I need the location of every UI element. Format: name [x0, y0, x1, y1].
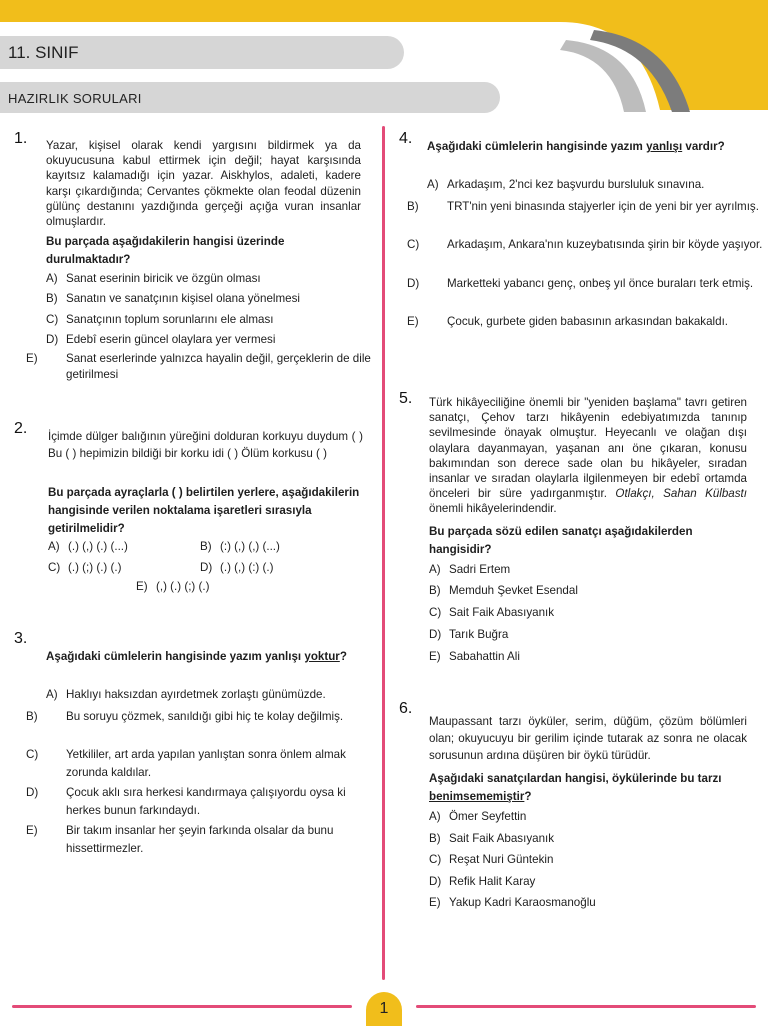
question-2-option-c[interactable]: [48, 559, 121, 577]
prompt-end: ?: [339, 650, 347, 663]
question-6-option-d[interactable]: [429, 873, 535, 891]
option-letter: E): [407, 315, 419, 328]
question-6-number: 6.: [399, 700, 413, 717]
question-6-option-c[interactable]: [429, 851, 553, 869]
option-text: Sanatın ve sanatçının kişisel olana yönelmesi: [66, 292, 300, 305]
question-5-prompt: Bu parçada sözü edilen sanatçı aşağıdakilerden hangisidir?: [429, 525, 693, 556]
option-text: Arkadaşım, Ankara'nın kuzeybatısında şirin bir köyde yaşıyor.: [447, 238, 763, 251]
grade-pill: [0, 36, 404, 69]
option-text: Sait Faik Abasıyanık: [449, 606, 555, 619]
option-text: Marketteki yabancı genç, onbeş yıl önce buraları terk etmiş.: [447, 277, 754, 290]
option-text: Ömer Seyfettin: [449, 810, 527, 823]
question-6-stem: Maupassant tarzı öyküler, serim, düğüm, çözüm bölümleri olan; okuyucuyu bir gerilim içinde tutarak az sonra ne olacak sorusunun ardına düşüren bir öykü türüdür.: [429, 715, 747, 762]
prompt-text: Aşağıdaki sanatçılardan hangisi, öykülerinde bu tarzı: [429, 772, 722, 785]
option-text: Bu soruyu çözmek, sanıldığı gibi hiç te kolay değilmiş.: [66, 710, 344, 723]
question-6-prompt: [429, 770, 747, 806]
option-letter: E): [136, 580, 148, 593]
question-1-stem: Yazar, kişisel olarak kendi yargısını bildirmek ya da okuyucusuna kabul ettirmek için değil; hayat karşısında kayıtsız kalamadığı için yazar. Aiskhylos, adaleti, kadere karşı çıkardığında; Cervantes çökmekte olan feodal düzenin gülünç destanını yazdığında gerçeği açığa vuran insanlar olmuşlardır.: [46, 139, 361, 229]
question-4-option-d[interactable]: [407, 275, 765, 293]
question-4-number: 4.: [399, 130, 413, 147]
option-text: Yetkililer, art arda yapılan yanlıştan sonra önlem almak zorunda kaldılar.: [66, 748, 346, 779]
option-text: (,) (.) (;) (.): [156, 580, 210, 593]
question-6-option-b[interactable]: [429, 830, 554, 848]
question-5-option-a[interactable]: [429, 561, 510, 579]
option-text: (:) (,) (,) (...): [220, 540, 280, 553]
option-letter: D): [26, 786, 39, 799]
section-label: HAZIRLIK SORULARI: [8, 91, 142, 106]
option-text: Çocuk aklı sıra herkesi kandırmaya çalışıyordu oysa ki herkes bunun farkındaydı.: [66, 786, 346, 817]
option-letter: B): [46, 292, 58, 305]
option-letter: C): [429, 853, 442, 866]
question-4-prompt: [427, 138, 745, 156]
column-divider: [382, 126, 385, 980]
option-letter: B): [407, 200, 419, 213]
option-text: Sanatçının toplum sorunlarını ele alması: [66, 313, 274, 326]
option-text: Yakup Kadri Karaosmanoğlu: [449, 896, 596, 909]
option-letter: B): [26, 710, 38, 723]
question-3-number: 3.: [14, 630, 28, 647]
option-letter: A): [48, 540, 60, 553]
option-text: Sadri Ertem: [449, 563, 511, 576]
question-3-option-a[interactable]: [46, 686, 366, 704]
option-letter: B): [429, 832, 441, 845]
stem-text: Türk hikâyeciliğine önemli bir "yeniden başlama" tavrı getiren sanatçı, Çehov tarzı hikâyenin edebiyatımızda tanınıp sevilmesinde önayak olmuştur. Heyecanlı ve olağan dışı olaylara dayanmayan, yaşanan anı öne çıkaran, konusu bakımından son derece sade olan bu hikâyeler, sıradan insanlar ve sıradan olaylarla ilgilenmeyen bir edebî ortamda önceleri bir süre yadırganmıştır.: [429, 396, 747, 501]
option-text: (.) (,) (:) (.): [220, 561, 274, 574]
question-4-option-e[interactable]: [407, 313, 765, 331]
option-letter: E): [26, 824, 38, 837]
question-5-option-c[interactable]: [429, 604, 554, 622]
option-text: Bir takım insanlar her şeyin farkında olsalar da bunu hissettirmezler.: [66, 824, 334, 855]
option-letter: C): [48, 561, 61, 574]
option-letter: A): [427, 178, 439, 191]
prompt-underlined: yoktur: [304, 650, 340, 663]
option-text: Tarık Buğra: [449, 628, 509, 641]
option-text: Memduh Şevket Esendal: [449, 584, 578, 597]
option-text: Arkadaşım, 2'nci kez başvurdu bursluluk sınavına.: [447, 178, 705, 191]
option-letter: A): [46, 688, 58, 701]
option-text: Sanat eserlerinde yalnızca hayalin değil, gerçeklerin de dile getirilmesi: [66, 352, 371, 381]
option-letter: D): [429, 875, 442, 888]
question-3-option-e[interactable]: [26, 822, 381, 858]
question-1-option-c[interactable]: [46, 311, 366, 329]
question-3-option-c[interactable]: [26, 746, 381, 782]
question-5-option-b[interactable]: [429, 582, 578, 600]
question-1-number: 1.: [14, 130, 28, 147]
question-2-prompt: Bu parçada ayraçlarla ( ) belirtilen yerlere, aşağıdakilerin hangisinde verilen noktalama işaretleri sırasıyla getirilmelidir?: [48, 486, 360, 535]
option-letter: B): [200, 540, 212, 553]
question-3-option-b[interactable]: [26, 708, 381, 726]
footer-line-left: [12, 1005, 352, 1008]
question-1-prompt: Bu parçada aşağıdakilerin hangisi üzerinde durulmaktadır?: [46, 235, 285, 266]
option-letter: D): [46, 333, 59, 346]
option-letter: C): [429, 606, 442, 619]
prompt-text: Aşağıdaki cümlelerin hangisinde yazım yanlışı: [46, 650, 305, 663]
stem-italic-titles: Otlakçı, Sahan Külbastı: [615, 487, 747, 501]
page-number: 1: [366, 992, 402, 1026]
section-pill: [0, 82, 500, 113]
prompt-text: Aşağıdaki cümlelerin hangisinde yazım: [427, 140, 647, 153]
option-letter: E): [26, 352, 38, 365]
question-6-option-e[interactable]: [429, 894, 596, 912]
question-5-option-e[interactable]: [429, 648, 520, 666]
option-letter: A): [46, 272, 58, 285]
question-2-option-e[interactable]: [136, 578, 209, 596]
option-letter: C): [46, 313, 59, 326]
question-4-option-a[interactable]: [427, 176, 747, 194]
question-1-option-d[interactable]: [46, 331, 366, 349]
grade-label: 11. SINIF: [8, 43, 79, 62]
footer-line-right: [416, 1005, 756, 1008]
option-letter: D): [200, 561, 213, 574]
stem-end: önemli hikâyelerindendir.: [429, 502, 557, 516]
question-5-number: 5.: [399, 390, 413, 407]
option-text: TRT'nin yeni binasında stajyerler için de yeni bir yer ayrılmış.: [447, 200, 759, 213]
option-letter: C): [26, 748, 39, 761]
question-3-option-d[interactable]: [26, 784, 381, 820]
question-5-stem: [429, 395, 747, 517]
option-letter: D): [407, 277, 420, 290]
question-5-option-d[interactable]: [429, 626, 508, 644]
option-text: Çocuk, gurbete giden babasının arkasından bakakaldı.: [447, 315, 729, 328]
question-1-option-a[interactable]: [46, 270, 366, 288]
option-letter: D): [429, 628, 442, 641]
option-text: (.) (;) (.) (.): [68, 561, 122, 574]
question-2-number: 2.: [14, 420, 28, 437]
option-text: Refik Halit Karay: [449, 875, 536, 888]
prompt-underlined: yanlışı: [646, 140, 683, 153]
question-6-option-a[interactable]: [429, 808, 526, 826]
prompt-end: vardır?: [682, 140, 725, 153]
option-text: Sait Faik Abasıyanık: [449, 832, 555, 845]
option-letter: A): [429, 563, 441, 576]
option-text: Sanat eserinin biricik ve özgün olması: [66, 272, 261, 285]
question-4-option-b[interactable]: [407, 198, 765, 216]
option-letter: B): [429, 584, 441, 597]
question-1-option-b[interactable]: [46, 290, 366, 308]
option-letter: A): [429, 810, 441, 823]
option-text: Haklıyı haksızdan ayırdetmek zorlaştı günümüzde.: [66, 688, 326, 701]
option-letter: C): [407, 238, 420, 251]
option-text: Edebî eserin güncel olaylara yer vermesi: [66, 333, 276, 346]
question-4-option-c[interactable]: [407, 236, 765, 254]
question-2-option-d[interactable]: [200, 559, 273, 577]
question-1-option-e[interactable]: [26, 351, 381, 383]
question-2-stem: İçimde dülger balığının yüreğini dolduran korkuyu duydum ( ) Bu ( ) hepimizin bildiği bir korku idi ( ) Ölüm korkusu ( ): [48, 430, 363, 460]
question-2-option-a[interactable]: [48, 538, 128, 556]
option-letter: E): [429, 896, 441, 909]
question-3-prompt: [46, 648, 361, 666]
prompt-underlined: benimsememiştir: [429, 790, 525, 803]
option-text: Sabahattin Ali: [449, 650, 520, 663]
option-letter: E): [429, 650, 441, 663]
question-2-option-b[interactable]: [200, 538, 280, 556]
option-text: (.) (,) (.) (...): [68, 540, 128, 553]
prompt-end: ?: [524, 790, 532, 803]
option-text: Reşat Nuri Güntekin: [449, 853, 554, 866]
